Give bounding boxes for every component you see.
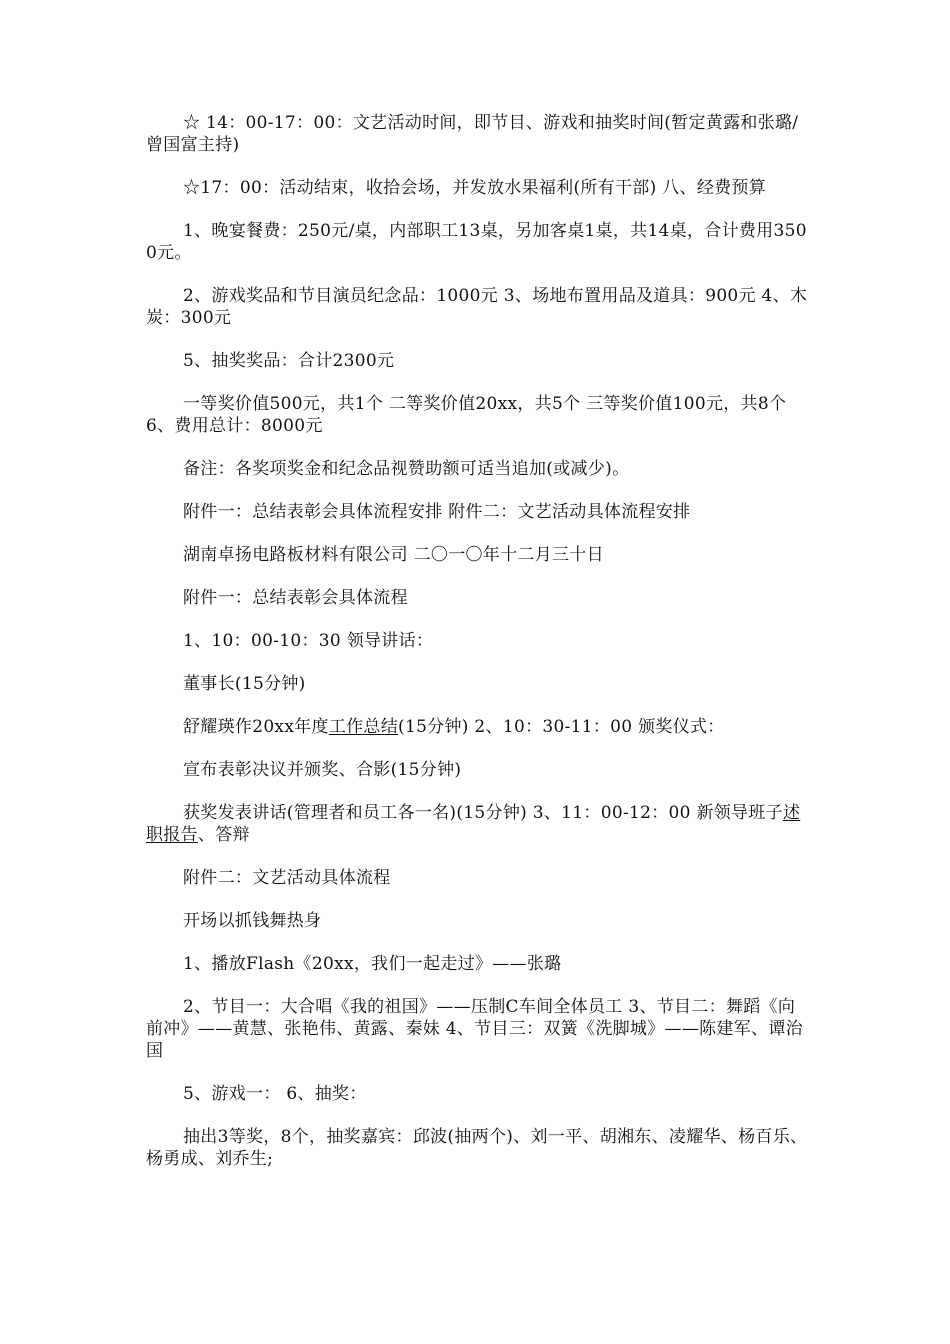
paragraph-leader-speech: 1、10：00-10：30 领导讲话： [183,631,434,651]
paragraph-budget-lottery: 5、抽奖奖品：合计2300元 [183,351,395,371]
text-segment: 舒耀瑛作20xx年度 [183,717,329,737]
paragraph-signature: 湖南卓扬电路板材料有限公司 二〇一〇年十二月三十日 [183,545,604,565]
paragraph-prize-levels: 一等奖价值500元，共1个 二等奖价值20xx，共5个 三等奖价值100元，共8个 6、费用总计：8000元 [146,394,787,436]
paragraph-winner-speech [146,802,808,846]
paragraph-work-summary [146,716,808,738]
document-page [146,112,808,1191]
text-segment: 获奖发表讲话(管理者和员工各一名)(15分钟) 3、11：00-12：00 新领导班子 [183,803,783,823]
paragraph-schedule-afternoon: ☆ 14：00-17：00：文艺活动时间，即节目、游戏和抽奖时间(暂定黄露和张璐/曾国富主持) [146,113,799,155]
text-segment: 、答辩 [197,825,250,845]
paragraph-schedule-end: ☆17：00：活动结束，收拾会场，并发放水果福利(所有干部) 八、经费预算 [183,178,767,198]
text-segment: (15分钟) 2、10：30-11：00 颁奖仪式： [398,717,725,737]
paragraph-programs: 2、节目一：大合唱《我的祖国》——压制C车间全体员工 3、节目二：舞蹈《向前冲》——黄慧、张艳伟、黄露、秦妹 4、节目三：双簧《洗脚城》——陈建军、谭治国 [146,997,803,1061]
paragraph-attachment-one-title: 附件一：总结表彰会具体流程 [183,588,408,608]
paragraph-award-announce: 宣布表彰决议并颁奖、合影(15分钟) [183,760,462,780]
paragraph-third-prize: 抽出3等奖，8个，抽奖嘉宾：邱波(抽两个)、刘一平、胡湘东、凌耀华、杨百乐、杨勇成、刘乔生; [146,1127,808,1169]
paragraph-opening-dance: 开场以抓钱舞热身 [183,911,322,931]
paragraph-chairman: 董事长(15分钟) [183,674,306,694]
paragraph-budget-dinner: 1、晚宴餐费：250元/桌，内部职工13桌，另加客桌1桌，共14桌，合计费用3500元。 [146,221,807,263]
paragraph-game-lottery: 5、游戏一： 6、抽奖： [183,1084,367,1104]
duty-report-link[interactable]: 述职报告 [146,803,801,845]
paragraph-attachments: 附件一：总结表彰会具体流程安排 附件二：文艺活动具体流程安排 [183,502,691,522]
paragraph-note: 备注：各奖项奖金和纪念品视赞助额可适当追加(或减少)。 [183,459,630,479]
paragraph-budget-prizes: 2、游戏奖品和节目演员纪念品：1000元 3、场地布置用品及道具：900元 4、木炭：300元 [146,286,808,328]
work-summary-link[interactable]: 工作总结 [328,717,399,737]
paragraph-attachment-two-title: 附件二：文艺活动具体流程 [183,868,391,888]
paragraph-flash: 1、播放Flash《20xx，我们一起走过》——张璐 [183,954,562,974]
